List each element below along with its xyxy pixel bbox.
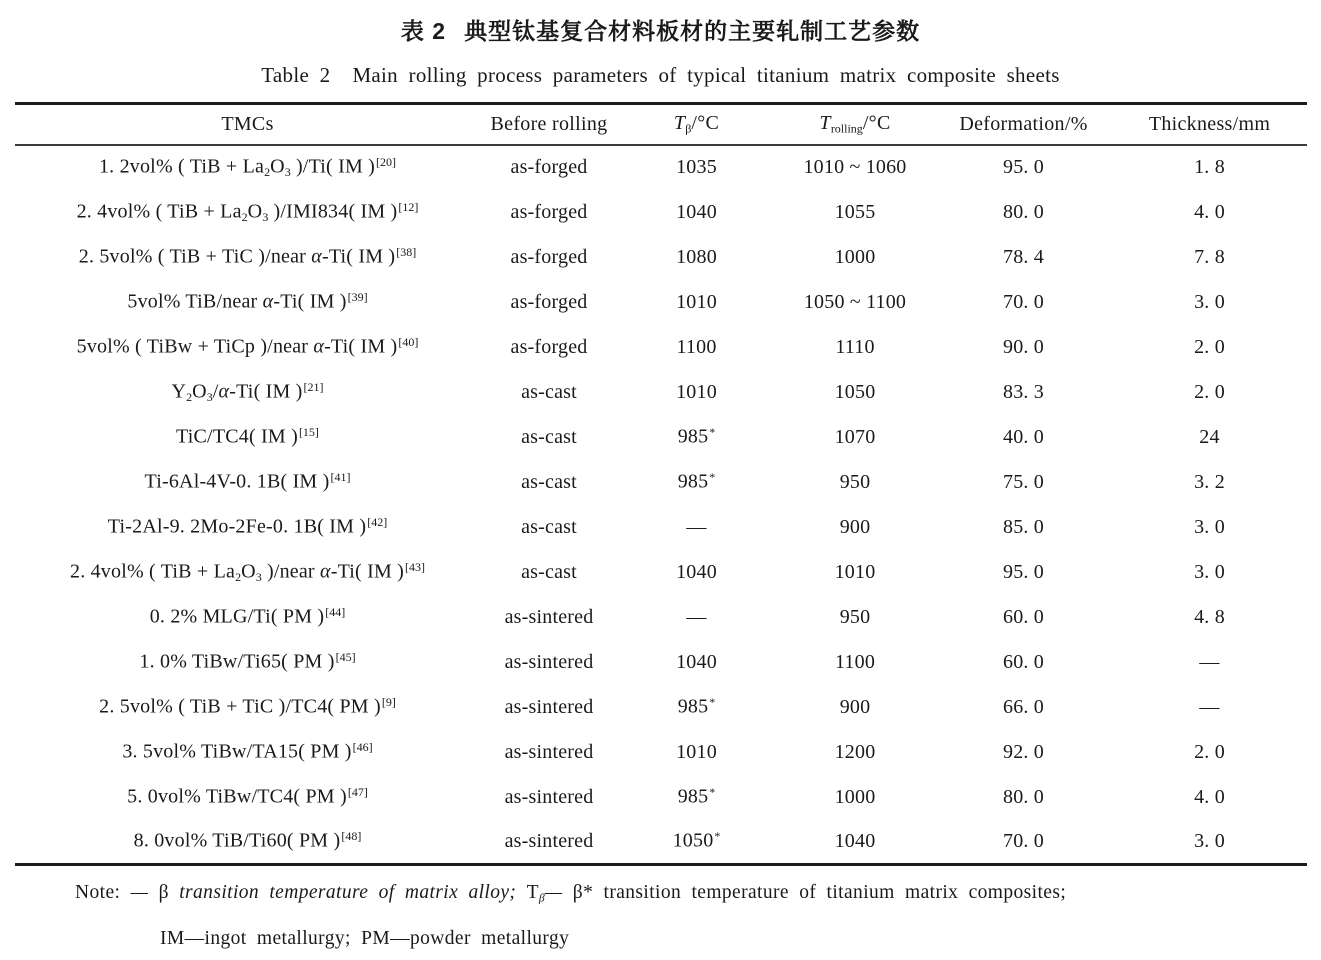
cell-t-beta: 985*	[677, 470, 716, 493]
table-row	[15, 415, 1307, 460]
cell-before-rolling: as-sintered	[504, 829, 594, 852]
cell-before-rolling: as-cast	[521, 470, 577, 493]
table-body	[15, 145, 1307, 865]
table-row	[15, 775, 1307, 820]
cell-t-beta: —	[686, 605, 707, 628]
table-row	[15, 235, 1307, 280]
cell-deformation: 80. 0	[1003, 200, 1044, 223]
cell-thickness: 4. 8	[1194, 605, 1225, 628]
cell-deformation: 70. 0	[1003, 829, 1044, 852]
cell-t-rolling: 1050 ~ 1100	[803, 290, 907, 313]
footnote-line-1: Note: — β transition temperature of matrix alloy; $T_\beta—$ β* transition temperature of titanium matrix composites;	[75, 882, 1067, 905]
cell-thickness: 3. 2	[1194, 470, 1225, 493]
cell-tmc: 2. 4vol% ( TiB + $La_2O_3$ )/near α-Ti( IM )[43]	[70, 559, 425, 584]
cell-before-rolling: as-forged	[510, 290, 588, 313]
cell-t-beta: 985*	[677, 425, 716, 448]
cell-t-rolling: 1110	[835, 335, 875, 358]
table-title-en-text: Main rolling process parameters of typical titanium matrix composite sheets	[352, 63, 1060, 87]
table-title-zh-text: 典型钛基复合材料板材的主要轧制工艺参数	[464, 18, 921, 44]
cell-deformation: 60. 0	[1003, 650, 1044, 673]
cell-t-rolling: 900	[839, 515, 871, 538]
cell-before-rolling: as-sintered	[504, 650, 594, 673]
table-title-en	[0, 63, 1321, 88]
table-row	[15, 280, 1307, 325]
cell-before-rolling: as-forged	[510, 335, 588, 358]
cell-deformation: 95. 0	[1003, 156, 1044, 178]
cell-t-beta: 985*	[677, 695, 716, 718]
cell-deformation: 60. 0	[1003, 605, 1044, 628]
cell-t-rolling: 1040	[834, 829, 876, 852]
cell-t-rolling: 950	[839, 470, 871, 493]
cell-deformation: 90. 0	[1003, 335, 1044, 358]
cell-tmc: 3. 5vol% TiBw/TA15( PM )[46]	[122, 740, 373, 763]
cell-tmc: 2. 5vol% ( TiB + TiC )/TC4( PM )[9]	[99, 695, 396, 718]
cell-thickness: 4. 0	[1194, 785, 1225, 808]
cell-tmc: 5vol% TiB/near α-Ti( IM )[39]	[127, 290, 368, 313]
cell-t-rolling: 1000	[834, 245, 876, 268]
table-title-zh-label: 表 2	[400, 18, 447, 44]
cell-deformation: 75. 0	[1003, 470, 1044, 493]
cell-before-rolling: as-forged	[510, 200, 588, 223]
cell-t-rolling: 1000	[834, 785, 876, 808]
cell-tmc: 1. 2vol% ( TiB + $La_2O_3$ )/Ti( IM )[20]	[98, 155, 397, 179]
cell-thickness: —	[1199, 695, 1220, 718]
cell-before-rolling: as-sintered	[504, 785, 594, 808]
table-row	[15, 820, 1307, 865]
cell-tmc: 8. 0vol% TiB/Ti60( PM )[48]	[133, 829, 362, 853]
cell-tmc: $Y_2O_3/\alpha-Ti$( IM )[21]	[171, 379, 324, 404]
cell-before-rolling: as-cast	[521, 515, 577, 538]
cell-t-beta: 1010	[676, 740, 717, 763]
table-row	[15, 640, 1307, 685]
cell-deformation: 95. 0	[1003, 560, 1044, 583]
cell-tmc: Ti-6Al-4V-0. 1B( IM )[41]	[144, 470, 351, 493]
cell-tmc: 0. 2% MLG/Ti( PM )[44]	[149, 605, 346, 628]
cell-thickness: 2. 0	[1194, 380, 1225, 403]
cell-t-rolling: 1070	[834, 425, 876, 448]
header-row	[15, 104, 1307, 145]
column-header-deformation: Deformation/%	[935, 104, 1112, 145]
cell-deformation: 85. 0	[1003, 515, 1044, 538]
table-row	[15, 325, 1307, 370]
column-header-tmcs: TMCs	[15, 104, 480, 145]
cell-t-rolling: 1010 ~ 1060	[803, 156, 907, 178]
cell-thickness: 3. 0	[1194, 290, 1225, 313]
column-header-t-beta: $T_\beta/^\circ C$	[618, 104, 775, 145]
cell-t-beta: 1040	[676, 560, 717, 583]
cell-t-rolling: 900	[839, 695, 871, 718]
cell-t-rolling: 1010	[834, 560, 876, 583]
cell-t-beta: 1050*	[672, 829, 721, 853]
cell-before-rolling: as-forged	[510, 156, 588, 178]
table-row	[15, 685, 1307, 730]
cell-thickness: 7. 8	[1194, 245, 1225, 268]
cell-thickness: 2. 0	[1194, 740, 1225, 763]
rolling-parameters-table	[15, 102, 1307, 866]
cell-t-beta: 1100	[676, 335, 717, 358]
cell-deformation: 78. 4	[1003, 245, 1044, 268]
cell-tmc: 5vol% ( TiBw + TiCp )/near α-Ti( IM )[40]	[76, 335, 419, 358]
cell-t-beta: 1010	[676, 290, 717, 313]
cell-tmc: 5. 0vol% TiBw/TC4( PM )[47]	[127, 785, 368, 808]
cell-deformation: 92. 0	[1003, 740, 1044, 763]
cell-thickness: 3. 0	[1194, 560, 1225, 583]
cell-before-rolling: as-sintered	[504, 740, 594, 763]
column-header-before-rolling: Before rolling	[480, 104, 618, 145]
cell-deformation: 40. 0	[1003, 425, 1044, 448]
footnote-line-2: IM—ingot metallurgy; PM—powder metallurgy	[160, 928, 570, 950]
cell-before-rolling: as-forged	[510, 245, 588, 268]
cell-t-beta: 985*	[677, 785, 716, 808]
column-header-t-rolling: $T_{rolling}/^\circ C$	[775, 104, 935, 145]
cell-t-rolling: 1055	[834, 200, 876, 223]
table-row	[15, 370, 1307, 415]
cell-deformation: 70. 0	[1003, 290, 1044, 313]
cell-thickness: 3. 0	[1194, 829, 1225, 852]
cell-before-rolling: as-cast	[521, 380, 577, 403]
cell-before-rolling: as-cast	[521, 425, 577, 448]
table-row	[15, 550, 1307, 595]
cell-t-rolling: 950	[839, 605, 871, 628]
cell-tmc: 2. 4vol% ( TiB + $La_2O_3$ )/IMI834( IM )[12]	[76, 199, 419, 224]
cell-t-beta: 1010	[676, 380, 717, 403]
cell-deformation: 66. 0	[1003, 695, 1044, 718]
table-row	[15, 505, 1307, 550]
table-title-en-label: Table 2	[261, 63, 331, 87]
table-row	[15, 190, 1307, 235]
cell-deformation: 83. 3	[1003, 380, 1044, 403]
cell-before-rolling: as-cast	[521, 560, 577, 583]
cell-tmc: TiC/TC4( IM )[15]	[176, 425, 319, 448]
cell-thickness: 24	[1199, 425, 1220, 448]
cell-before-rolling: as-sintered	[504, 605, 594, 628]
cell-tmc: 1. 0% TiBw/Ti65( PM )[45]	[139, 650, 356, 673]
table-header	[15, 104, 1307, 145]
cell-t-beta: —	[686, 515, 707, 538]
cell-thickness: —	[1199, 650, 1220, 673]
cell-t-beta: 1040	[676, 200, 717, 223]
table-row	[15, 595, 1307, 640]
table-title-zh	[0, 0, 1321, 46]
cell-t-beta: 1080	[676, 245, 717, 268]
cell-t-beta: 1040	[676, 650, 717, 673]
table-row	[15, 460, 1307, 505]
cell-t-rolling: 1200	[834, 740, 876, 763]
cell-tmc: 2. 5vol% ( TiB + TiC )/near α-Ti( IM )[38]	[78, 245, 417, 268]
table-row	[15, 145, 1307, 190]
table-footnote	[0, 882, 1321, 950]
column-header-thickness: Thickness/mm	[1112, 104, 1307, 145]
cell-thickness: 2. 0	[1194, 335, 1225, 358]
cell-t-rolling: 1100	[834, 650, 876, 673]
cell-tmc: Ti-2Al-9. 2Mo-2Fe-0. 1B( IM )[42]	[107, 515, 388, 538]
table-row	[15, 730, 1307, 775]
cell-deformation: 80. 0	[1003, 785, 1044, 808]
cell-t-rolling: 1050	[834, 380, 876, 403]
cell-before-rolling: as-sintered	[504, 695, 594, 718]
cell-thickness: 4. 0	[1194, 200, 1225, 223]
cell-thickness: 1. 8	[1194, 156, 1225, 178]
cell-thickness: 3. 0	[1194, 515, 1225, 538]
cell-t-beta: 1035	[676, 156, 717, 178]
